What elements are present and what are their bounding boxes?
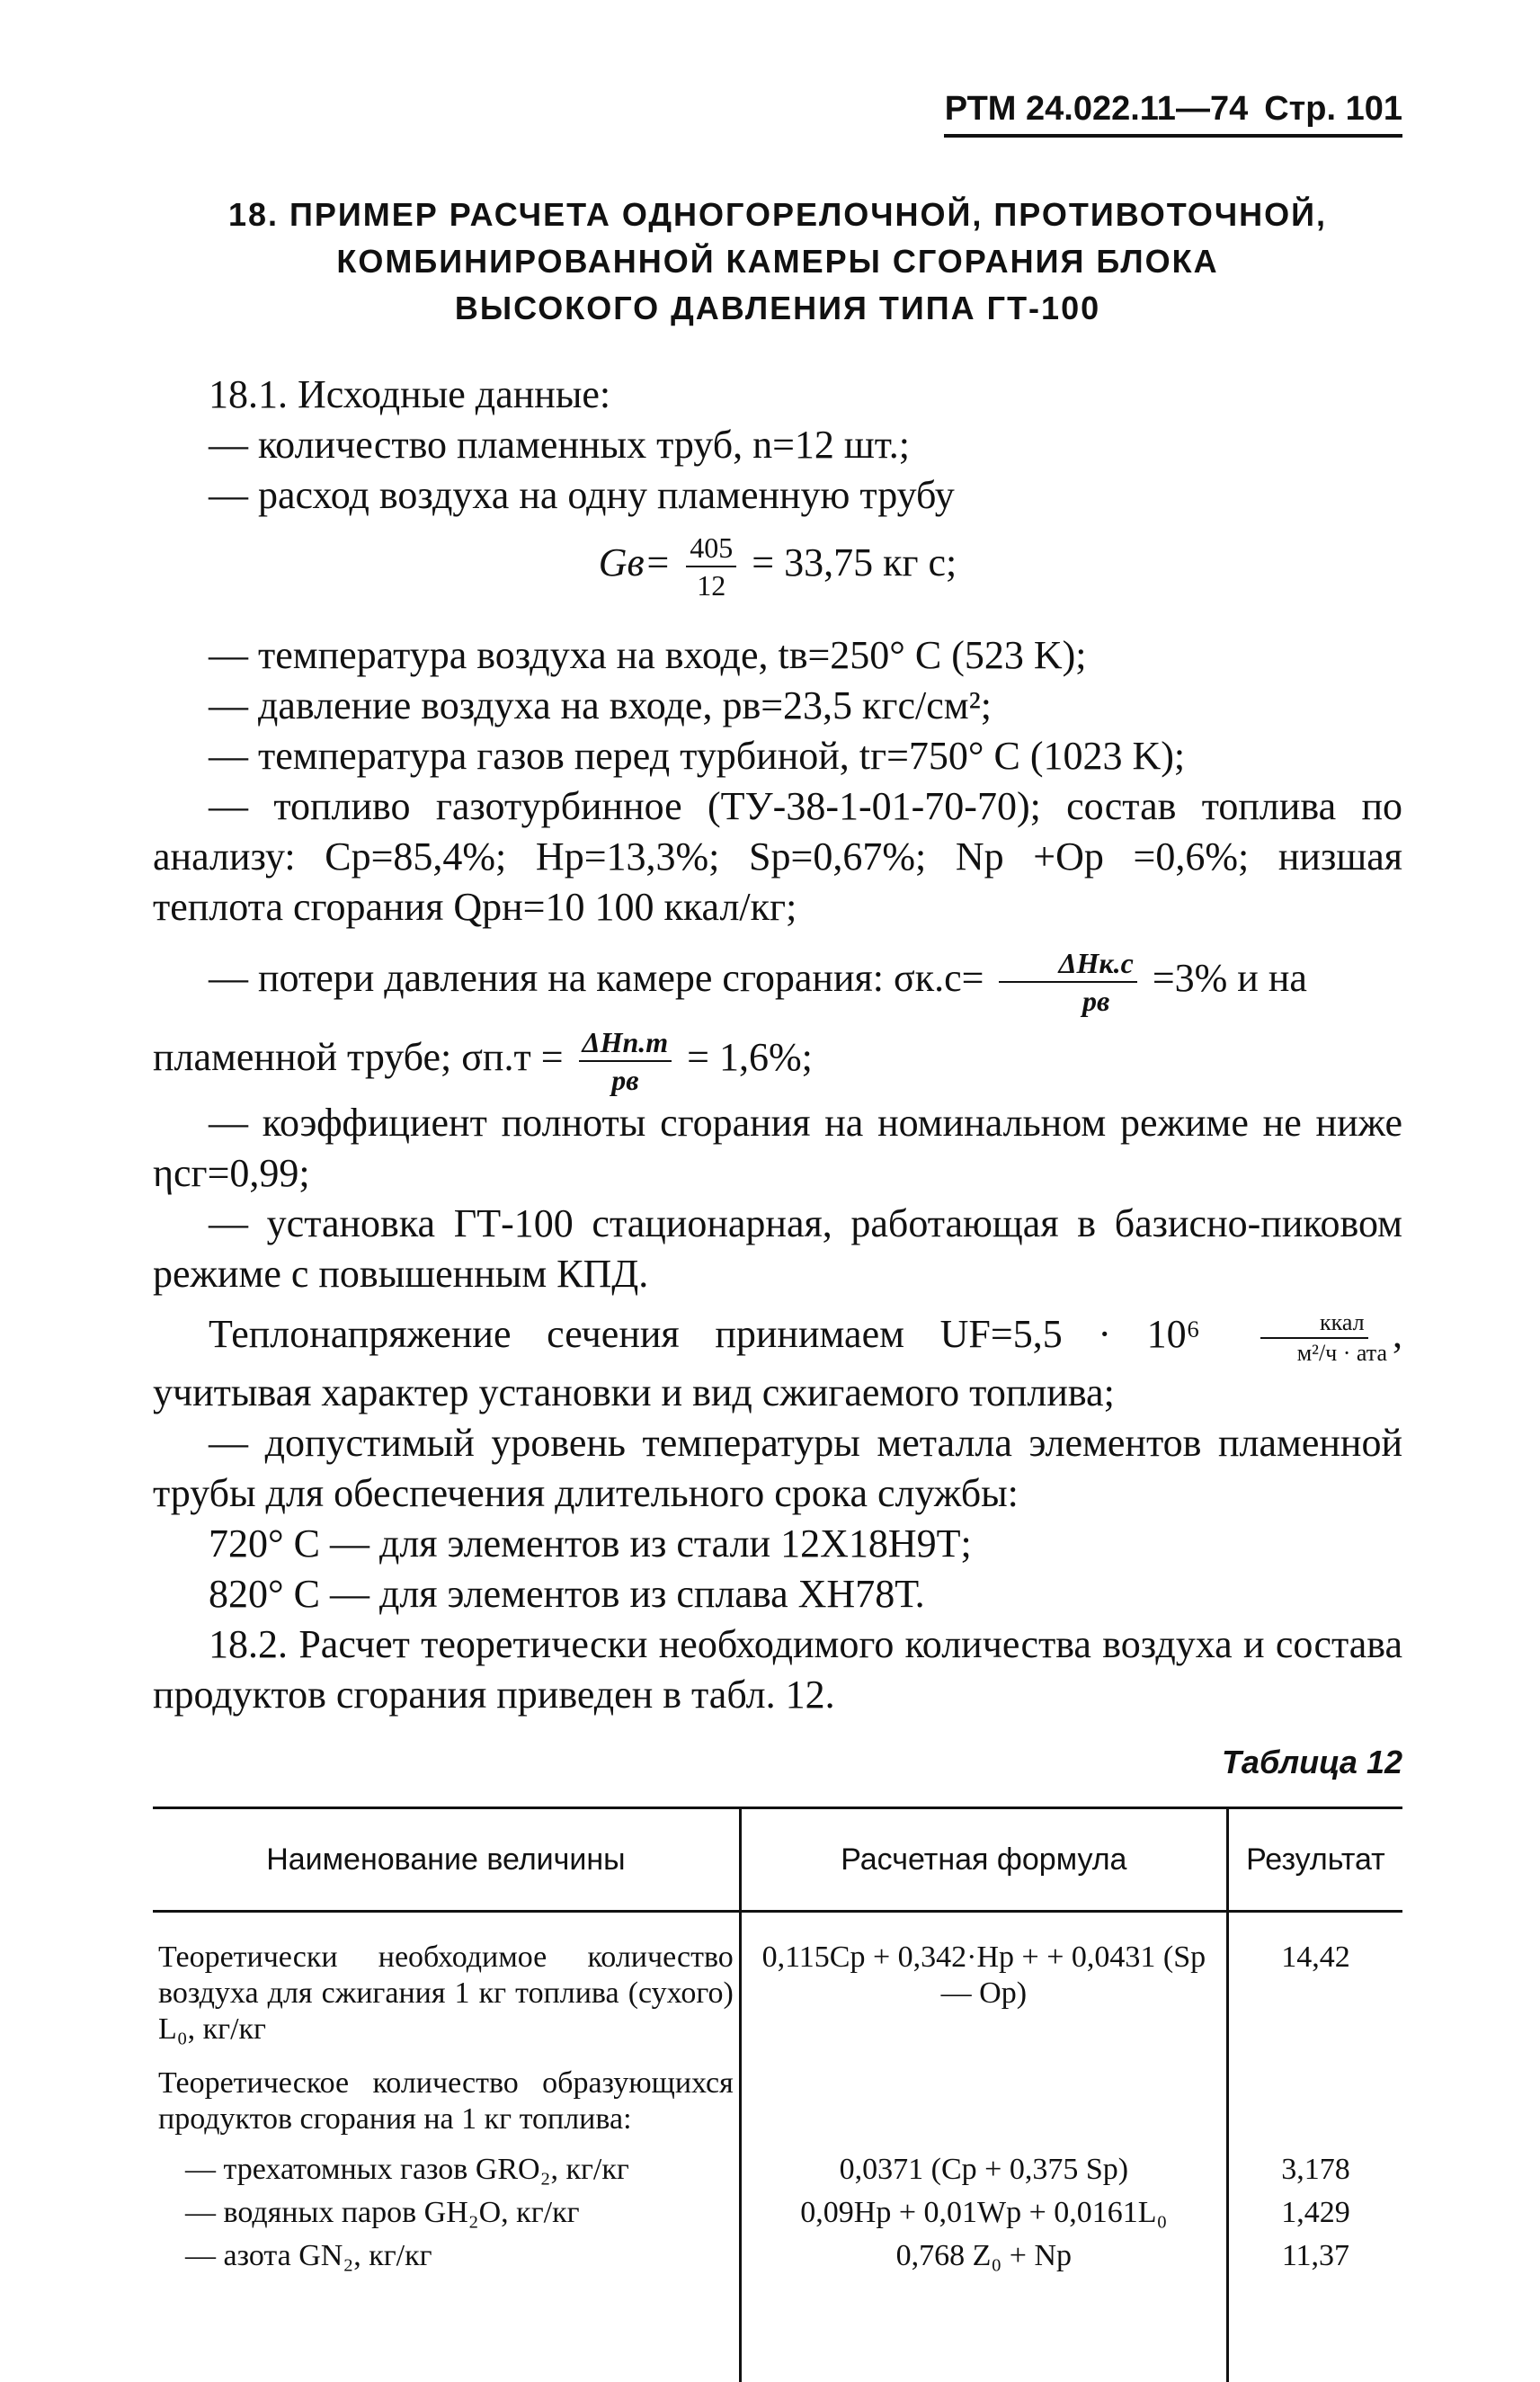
fraction-denominator: м²/ч · ата [1296, 1340, 1387, 1366]
paragraph: — температура воздуха на входе, tв=250° C (523 K); [209, 633, 1087, 677]
text-run: Теплонапряжение сечения принимаем UF=5,5 · 10⁶ [209, 1312, 1201, 1357]
table-cell-result [1227, 2051, 1402, 2141]
paragraph: — допустимый уровень температуры металла элементов пламенной трубы для обеспечения длительного срока службы: [153, 1421, 1402, 1515]
fraction-numerator: 405 [686, 530, 736, 567]
table-cell-result: 14,42 [1281, 1940, 1350, 1974]
column-header: Наименование величины [153, 1808, 740, 1912]
paragraph: — температура газов перед турбиной, tг=750° C (1023 K); [209, 734, 1186, 778]
table-caption: Таблица 12 [1221, 1744, 1402, 1780]
table-cell-name: Теоретически необходимое количество воздуха для сжигания 1 кг топлива (сухого) L₀, кг/кг [158, 1940, 734, 2046]
text-run: — потери давления на камере сгорания: σк.с= [209, 956, 984, 1001]
formula-lhs: Gв= [598, 540, 672, 585]
paragraph: — установка ГТ-100 стационарная, работающая в базисно-пиковом режиме с повышенным КПД. [153, 1201, 1402, 1296]
paragraph: 18.2. Расчет теоретически необходимого количества воздуха и состава продуктов сгорания приведен в табл. 12. [153, 1622, 1402, 1717]
text-run: пламенной трубе; σп.т = [153, 1035, 564, 1080]
document-code: РТМ 24.022.11—74 [944, 90, 1249, 128]
table-row [153, 2141, 1402, 2191]
paragraph: — топливо газотурбинное (ТУ-38-1-01-70-70); состав топлива по анализу: Cр=85,4%; Hр=13,3%; Sр=0,67%; Nр +Oр =0,6%; низшая теплота сгорания Qрн=10 100 ккал/кг; [153, 784, 1402, 929]
page-header [944, 90, 1402, 138]
table-row [153, 1912, 1402, 2052]
table-cell-result: 11,37 [1281, 2239, 1350, 2272]
table-cell-result: 1,429 [1281, 2196, 1350, 2229]
fraction [1242, 1308, 1387, 1368]
paragraph: 820° C — для элементов из сплава ХН78Т. [209, 1572, 925, 1616]
table-cell-name: — водяных паров GH₂O, кг/кг [185, 2196, 580, 2229]
table-cell-name: Теоретическое количество образующихся продуктов сгорания на 1 кг топлива: [158, 2066, 734, 2136]
page-number: Стр. 101 [1264, 90, 1402, 128]
title-line: ВЫСОКОГО ДАВЛЕНИЯ ТИПА ГТ-100 [454, 290, 1101, 326]
table-cell-name: — трехатомных газов GRO₂, кг/кг [185, 2153, 629, 2186]
paragraph: — давление воздуха на входе, pв=23,5 кгс/см²; [209, 683, 992, 727]
document-page [153, 90, 1402, 2382]
fraction [999, 945, 1136, 1019]
paragraph-heat-stress [153, 1308, 1402, 1418]
fraction-denominator: 12 [697, 569, 726, 602]
column-header: Результат [1227, 1808, 1402, 1912]
paragraph-flame-tube-loss [153, 1024, 1402, 1098]
paragraph: 720° C — для элементов из стали 12Х18Н9Т; [209, 1521, 972, 1566]
table-cell-formula: 0,0371 (Cр + 0,375 Sр) [740, 2141, 1227, 2191]
text-run: = 1,6%; [687, 1035, 813, 1080]
paragraph: — коэффициент полноты сгорания на номинальном режиме не ниже ηсг=0,99; [153, 1101, 1402, 1195]
table-cell-formula: 0,115Cр + 0,342·Hр + + 0,0431 (Sр — Oр) [740, 1912, 1227, 2052]
paragraph: — количество пламенных труб, n=12 шт.; [209, 423, 910, 467]
paragraph: 18.1. Исходные данные: [209, 372, 611, 416]
table-header-row [153, 1808, 1402, 1912]
formula-rhs: = 33,75 кг с; [752, 540, 957, 585]
fraction-numerator: ΔHк.с [999, 945, 1136, 983]
paragraph-pressure-loss [153, 945, 1402, 1019]
table-row [153, 2051, 1402, 2141]
fraction [686, 530, 736, 603]
calculation-table [153, 1807, 1402, 2382]
column-header: Расчетная формула [740, 1808, 1227, 1912]
text-run: , учитывая характер установки и вид сжигаемого топлива; [153, 1312, 1402, 1414]
table-cell-formula: 0,768 Z₀ + Nр [740, 2235, 1227, 2382]
fraction-numerator: ккал [1260, 1308, 1368, 1339]
fraction-denominator: pв [611, 1064, 639, 1096]
table-cell-formula [740, 2051, 1227, 2141]
table-cell-formula: 0,09Hр + 0,01Wр + 0,0161L₀ [740, 2191, 1227, 2235]
table-cell-name: — азота GN₂, кг/кг [185, 2239, 432, 2272]
table-row [153, 2235, 1402, 2382]
text-run: =3% и на [1152, 956, 1307, 1001]
title-line: 18. ПРИМЕР РАСЧЕТА ОДНОГОРЕЛОЧНОЙ, ПРОТИВОТОЧНОЙ, [227, 196, 1328, 233]
fraction-denominator: pв [1082, 985, 1110, 1017]
table-cell-result: 3,178 [1281, 2153, 1350, 2186]
section-title [153, 192, 1402, 332]
title-line: КОМБИНИРОВАННОЙ КАМЕРЫ СГОРАНИЯ БЛОКА [336, 243, 1219, 280]
document-body [153, 370, 1402, 1720]
fraction [579, 1024, 672, 1098]
table-row [153, 2191, 1402, 2235]
formula-air-flow [153, 530, 1402, 603]
paragraph: — расход воздуха на одну пламенную трубу [209, 473, 955, 517]
fraction-numerator: ΔHп.т [579, 1024, 672, 1062]
